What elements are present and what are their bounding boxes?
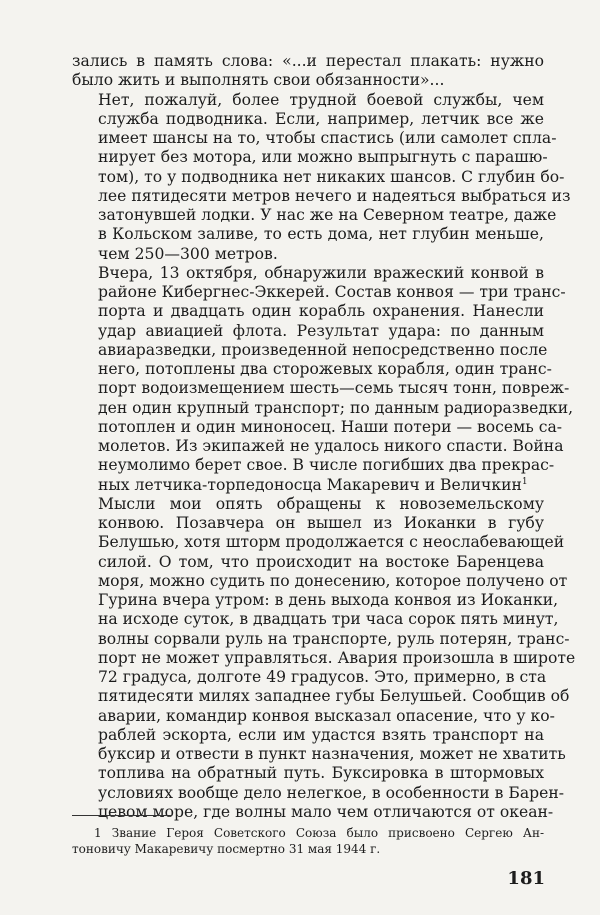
text-line: буксир и отвести в пункт назначения, может не хватить — [98, 745, 566, 763]
text-line: Гурина вчера утром: в день выхода конвоя из Иоканки, — [98, 591, 559, 609]
text-line: Вчера, 13 октября, обнаружили вражеский конвой в — [98, 263, 544, 282]
footnote-line: 1 Звание Героя Советского Союза было присвоено Сергею Ан- — [94, 826, 544, 840]
paragraph — [72, 90, 571, 264]
text-line: порт водоизмещением шесть—семь тысяч тонн, повреж- — [98, 379, 570, 398]
text-line: молетов. Из экипажей не удалось никого спасти. Война — [98, 437, 564, 455]
text-line: удар авиацией флота. Результат удара: по данным — [98, 321, 544, 340]
text-line: топлива на обратный путь. Буксировка в штормовых — [98, 764, 544, 783]
text-line: условиях вообще дело нелегкое, в особенности в Барен- — [98, 783, 564, 802]
text-line: ден один крупный транспорт; по данным радиоразведки, — [98, 398, 574, 417]
text-line: раблей эскорта, если им удастся взять транспорт на — [98, 725, 544, 744]
text-line: имеет шансы на то, чтобы спастись (или самолет спла- — [98, 129, 557, 147]
footnote-line: тоновичу Макаревичу посмертно 31 мая 1944 г. — [72, 842, 381, 856]
text-line: цевом море, где волны мало чем отличаются от океан- — [98, 802, 554, 821]
footnote-reference[interactable]: 1 — [521, 476, 528, 487]
text-line: моря, можно судить по донесению, которое получено от — [98, 571, 568, 590]
text-line: в Кольском заливе, то есть дома, нет глубин меньше, — [98, 225, 544, 244]
body-text — [72, 52, 576, 822]
text-line: Мысли мои опять обращены к новоземельскому — [98, 494, 544, 513]
footnote — [72, 825, 544, 857]
text-line: на исходе суток, в двадцать три часа сорок пять минут, — [98, 610, 559, 629]
text-line: нирует без мотора, или можно выпрыгнуть с парашю- — [98, 148, 548, 167]
text-line: лее пятидесяти метров нечего и надеяться выбраться из — [98, 186, 571, 205]
text-line: было жить и выполнять свои обязанности»... — [72, 71, 445, 90]
text-line: неумолимо берет свое. В числе погибших два прекрас- — [98, 456, 555, 475]
text-line: пятидесяти милях западнее губы Белушьей. Сообщив об — [98, 687, 570, 706]
paragraph — [72, 494, 576, 822]
text-line: зались в память слова: «...и перестал плакать: нужно — [72, 52, 544, 70]
paragraph — [72, 263, 574, 495]
text-line: Белушью, хотя шторм продолжается с неослабевающей — [98, 533, 565, 552]
text-line: районе Кибергнес-Эккерей. Состав конвоя — три транс- — [98, 283, 566, 301]
text-line: авиаразведки, произведенной непосредственно после — [98, 340, 548, 359]
footnote-divider — [72, 815, 172, 816]
page-number: 181 — [507, 868, 545, 889]
text-line: том), то у подводника нет никаких шансов. С глубин бо- — [98, 167, 565, 186]
text-line: чем 250—300 метров. — [98, 244, 278, 263]
text-line: Нет, пожалуй, более трудной боевой службы, чем — [98, 90, 544, 109]
text-line: порт не может управляться. Авария произошла в широте — [98, 648, 576, 667]
text-line: затонувшей лодки. У нас же на Северном театре, даже — [98, 206, 557, 224]
text-line: конвою. Позавчера он вышел из Иоканки в губу — [98, 514, 544, 532]
text-line: потоплен и один миноносец. Наши потери — восемь са- — [98, 417, 563, 436]
text-line: него, потоплены два сторожевых корабля, один транс- — [98, 360, 552, 378]
text-line: ных летчика-торпедоносца Макаревич и Величкин$^1$ — [98, 475, 528, 494]
text-line: волны сорвали руль на транспорте, руль потерян, транс- — [98, 629, 570, 648]
text-line: силой. О том, что происходит на востоке Баренцева — [98, 552, 544, 571]
text-line: аварии, командир конвоя высказал опасение, что у ко- — [98, 706, 555, 725]
text-line: служба подводника. Если, например, летчик все же — [98, 109, 544, 128]
paragraph — [72, 52, 544, 91]
text-line: порта и двадцать один корабль охранения. Нанесли — [98, 302, 544, 321]
text-line: 72 градуса, долготе 49 градусов. Это, примерно, в ста — [98, 668, 547, 686]
